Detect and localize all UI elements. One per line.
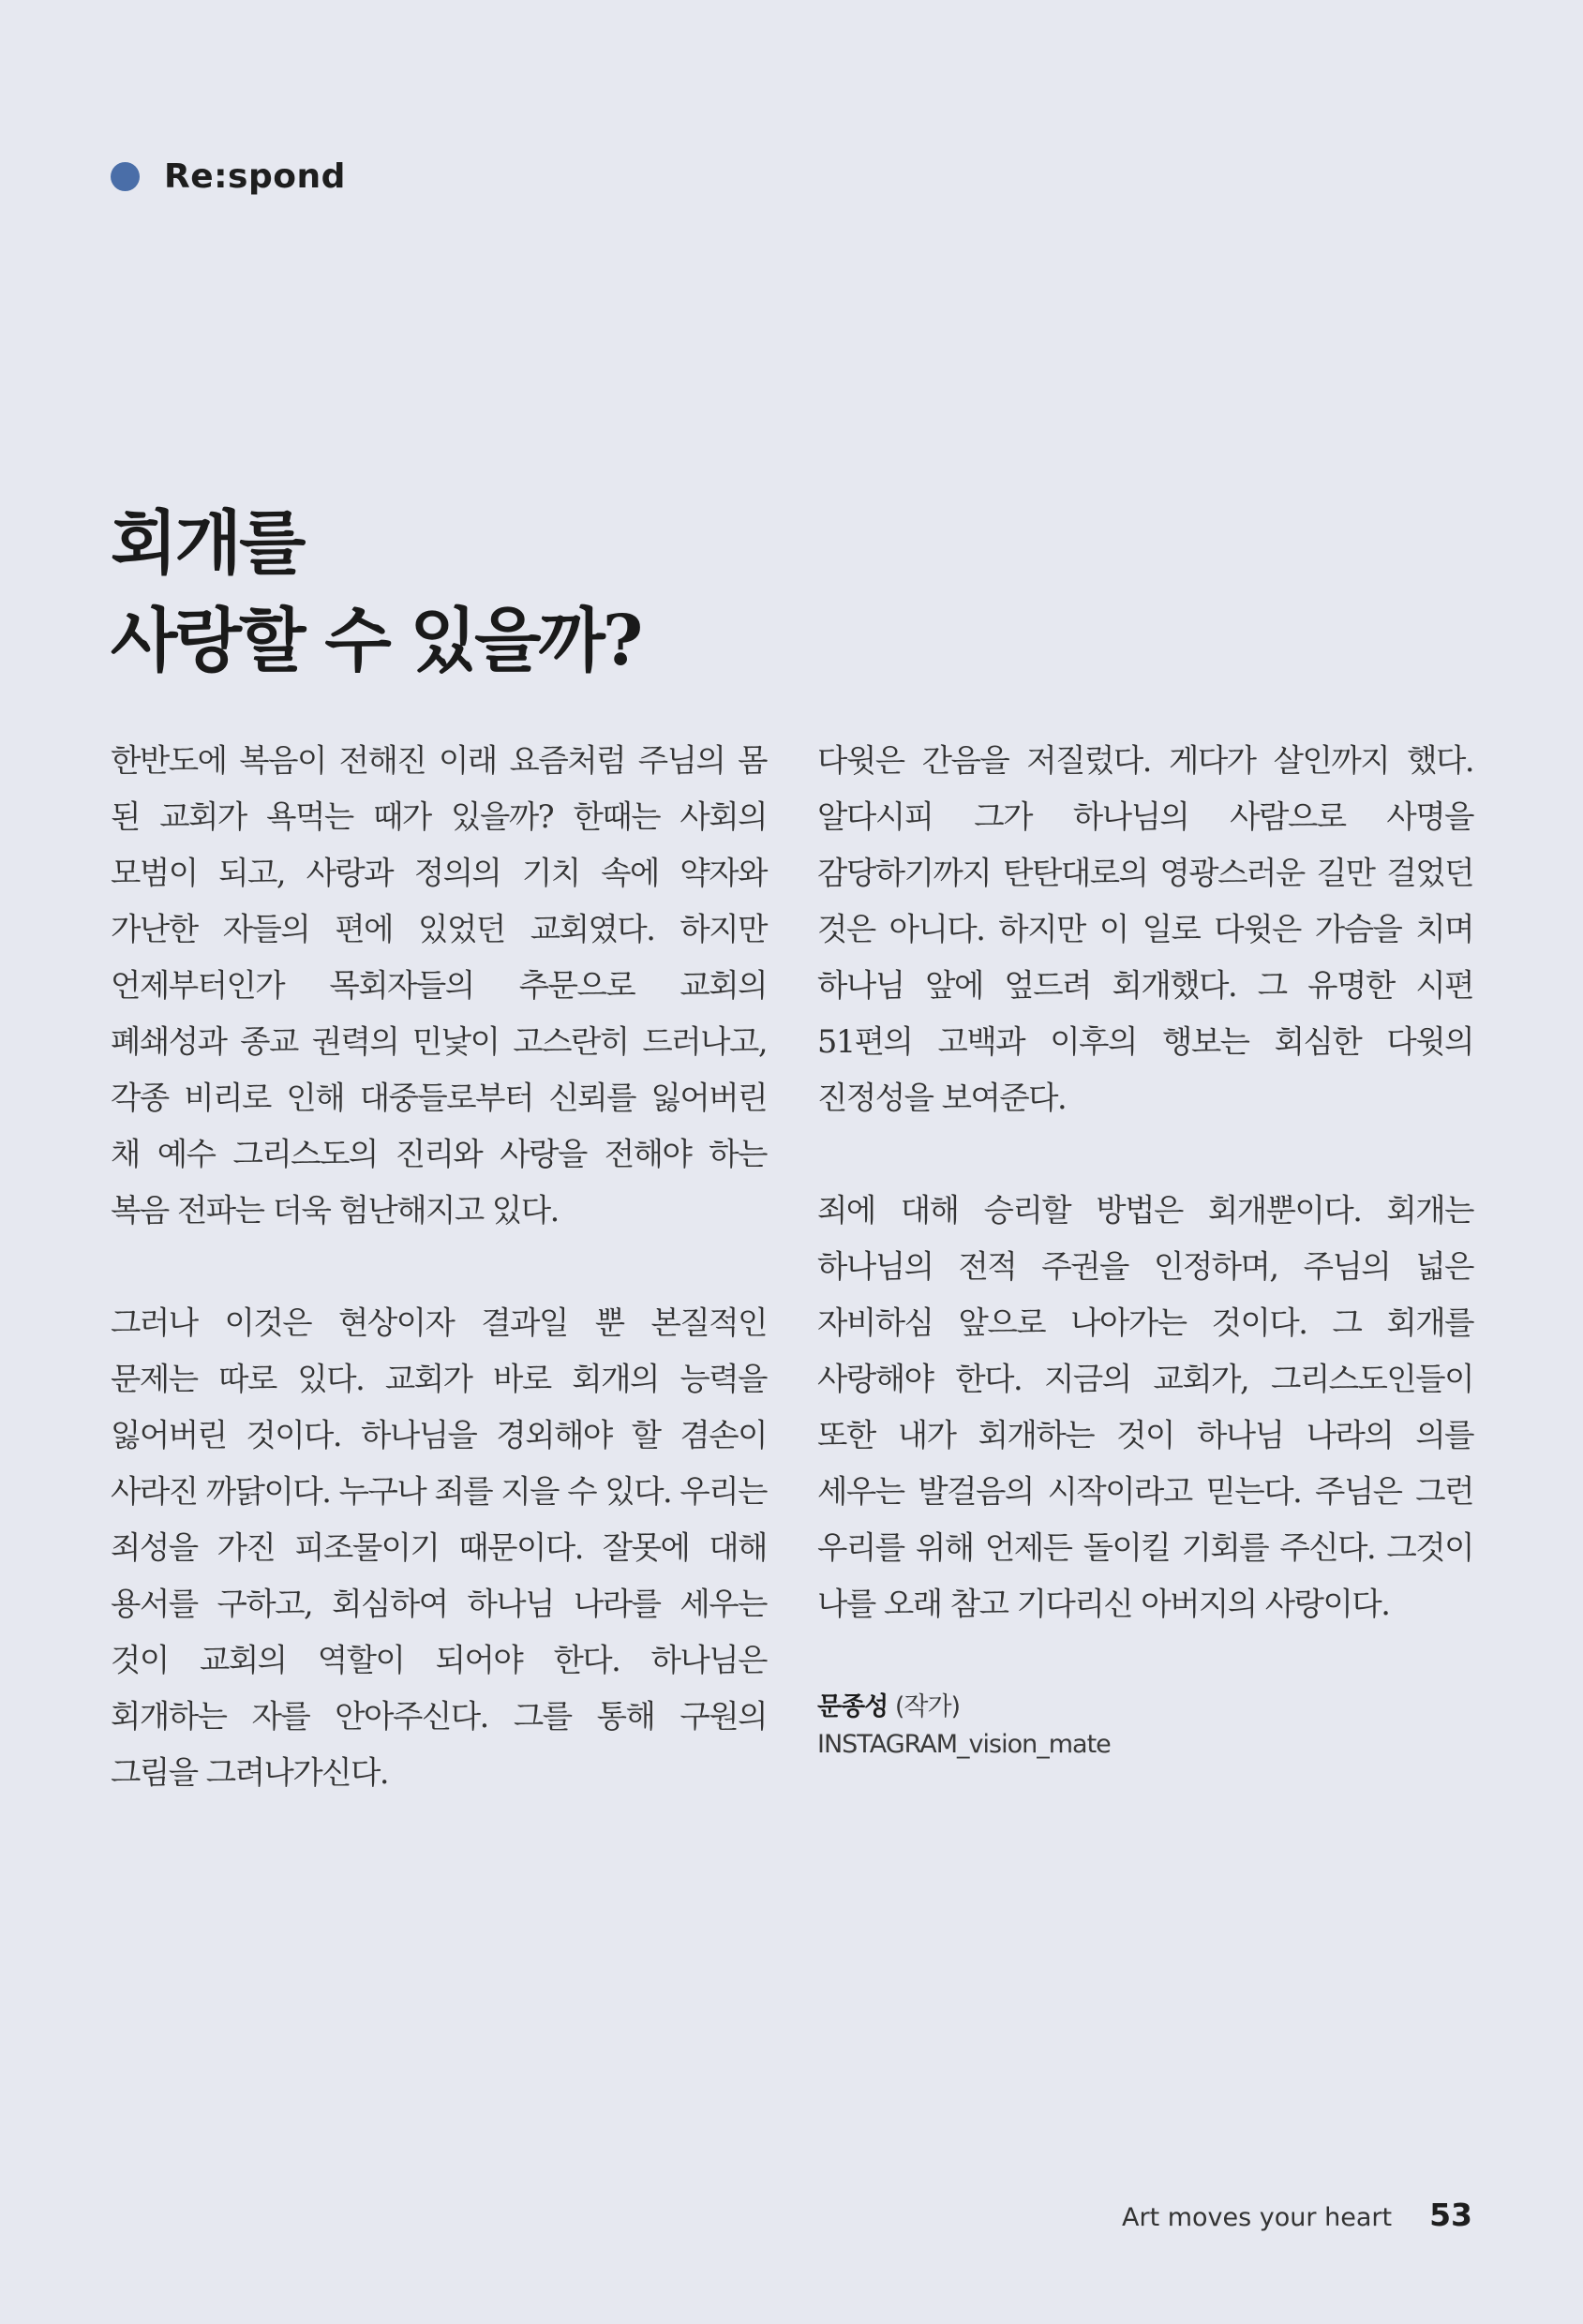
section-tag (111, 157, 346, 196)
article-column-left (111, 733, 767, 1857)
article-title-line-1: 회개를 (111, 503, 304, 584)
author-credit (817, 1689, 1473, 1764)
section-dot-icon (111, 162, 140, 191)
article-title-line-2: 사랑할 수 있을까? (111, 601, 641, 681)
author-line (817, 1689, 1473, 1726)
author-role: (작가) (894, 1692, 961, 1721)
article-column-right (817, 733, 1473, 1764)
article-title (111, 495, 640, 690)
body-paragraph: 그러나 이것은 현상이자 결과일 뿐 본질적인 문제는 따로 있다. 교회가 바로 회개의 능력을 잃어버린 것이다. 하나님을 경외해야 할 겸손이 사라진 까닭이다. 누구나 죄를 지을 수 있다. 우리는 죄성을 가진 피조물이기 때문이다. 잘못에 대해 용서를 구하고, 회심하여 하나님 나라를 세우는 것이 교회의 역할이 되어야 한다. 하나님은 회개하는 자를 안아주신다. 그를 통해 구원의 그림을 그려나가신다. (111, 1304, 767, 1791)
footer-slogan: Art moves your heart (1122, 2203, 1393, 2232)
body-paragraph: 죄에 대해 승리할 방법은 회개뿐이다. 회개는 하나님의 전적 주권을 인정하며, 주님의 넓은 자비하심 앞으로 나아가는 것이다. 그 회개를 사랑해야 한다. 지금의 교회가, 그리스도인들이 또한 내가 회개하는 것이 하나님 나라의 의를 세우는 발걸음의 시작이라고 믿는다. 주님은 그런 우리를 위해 언제든 돌이킬 기회를 주신다. 그것이 나를 오래 참고 기다리신 아버지의 사랑이다. (817, 1192, 1473, 1622)
author-instagram: INSTAGRAM_vision_mate (817, 1730, 1111, 1759)
author-name: 문종성 (817, 1692, 889, 1721)
body-paragraph: 한반도에 복음이 전해진 이래 요즘처럼 주님의 몸 된 교회가 욕먹는 때가 있을까? 한때는 사회의 모범이 되고, 사랑과 정의의 기치 속에 약자와 가난한 자들의 편에 있었던 교회였다. 하지만 언제부터인가 목회자들의 추문으로 교회의 폐쇄성과 종교 권력의 민낯이 고스란히 드러나고, 각종 비리로 인해 대중들로부터 신뢰를 잃어버린 채 예수 그리스도의 진리와 사랑을 전해야 하는 복음 전파는 더욱 험난해지고 있다. (111, 742, 767, 1229)
page-footer (1122, 2197, 1472, 2233)
page-number: 53 (1429, 2197, 1472, 2233)
section-label: Re:spond (164, 157, 346, 196)
body-paragraph: 다윗은 간음을 저질렀다. 게다가 살인까지 했다. 알다시피 그가 하나님의 사람으로 사명을 감당하기까지 탄탄대로의 영광스러운 길만 걸었던 것은 아니다. 하지만 이 일로 다윗은 가슴을 치며 하나님 앞에 엎드려 회개했다. 그 유명한 시편 51편의 고백과 이후의 행보는 회심한 다윗의 진정성을 보여준다. (817, 742, 1473, 1116)
